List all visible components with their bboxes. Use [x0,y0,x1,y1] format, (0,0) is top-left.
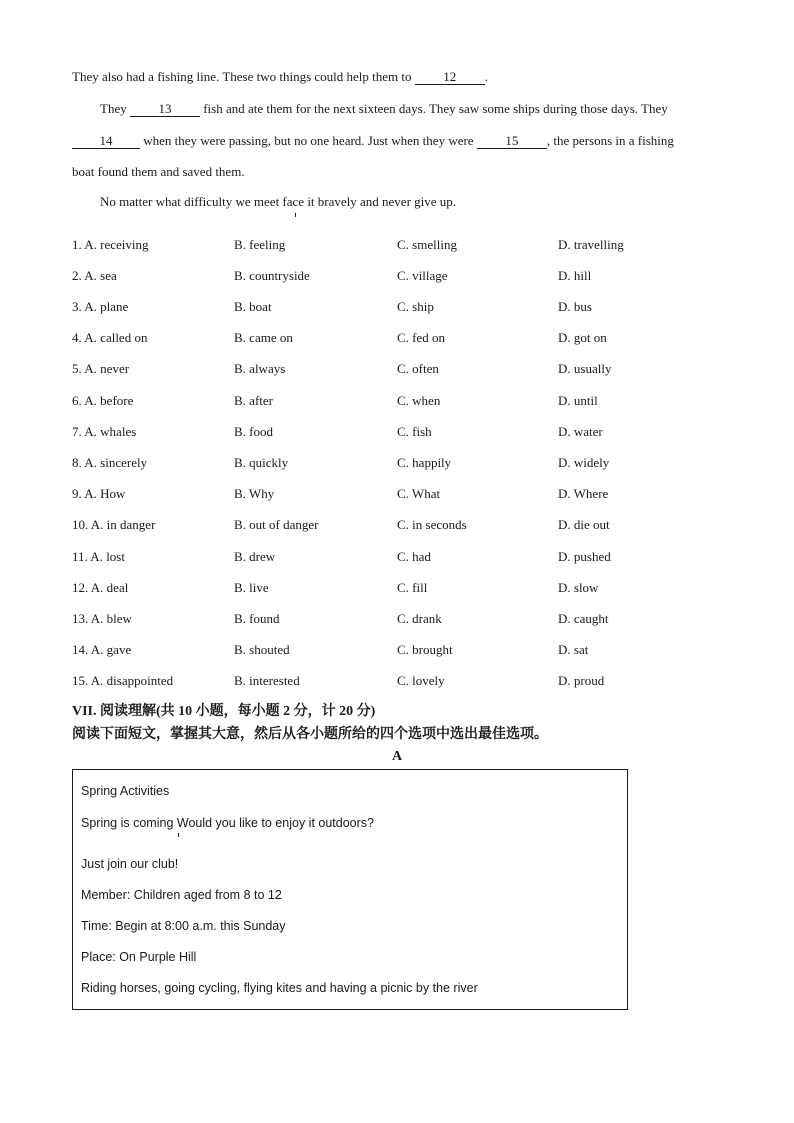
option-a: 13. A. blew [72,611,132,626]
notice-box [72,769,628,1010]
option-row [72,237,732,255]
punctuation-mark [295,213,296,217]
option-b: B. quickly [234,455,289,470]
option-row [72,424,732,442]
option-a: 11. A. lost [72,549,125,564]
option-row [72,611,732,629]
option-a: 1. A. receiving [72,237,149,252]
option-row [72,642,732,660]
notice-member: Member: Children aged from 8 to 12 [81,888,282,902]
option-d: D. hill [558,268,592,283]
option-c: C. fill [397,580,428,595]
option-c: C. lovely [397,673,445,688]
passage-line-3 [72,133,674,149]
passage-line-4: boat found them and saved them. [72,164,245,179]
option-b: B. feeling [234,237,286,252]
option-row [72,580,732,598]
option-a: 9. A. How [72,486,126,501]
notice-line: Spring is coming Would you like to enjoy it outdoors? [81,816,374,830]
option-c: C. had [397,549,431,564]
option-a: 15. A. disappointed [72,673,174,688]
option-b: B. shouted [234,642,290,657]
passage-text: when they were passing, but no one heard. Just when they were [140,133,477,148]
option-c: C. when [397,393,441,408]
option-c: C. fed on [397,330,446,345]
option-c: C. brought [397,642,453,657]
option-c: C. often [397,361,439,376]
option-b: B. after [234,393,273,408]
option-d: D. usually [558,361,612,376]
option-a: 12. A. deal [72,580,129,595]
option-row [72,455,732,473]
option-row [72,517,732,535]
option-a: 8. A. sincerely [72,455,148,470]
part-label: A [391,749,403,764]
passage-text: fish and ate them for the next sixteen days. They saw some ships during those days. They [199,101,668,116]
option-c: C. in seconds [397,517,467,532]
blank-14: 14 [72,134,140,149]
option-b: B. drew [234,549,276,564]
option-d: D. got on [558,330,607,345]
option-d: D. bus [558,299,592,314]
notice-title: Spring Activities [81,784,170,798]
option-b: B. live [234,580,269,595]
option-a: 4. A. called on [72,330,148,345]
passage-line-1 [72,69,488,85]
passage-text: , the persons in a fishing [546,133,674,148]
option-c: C. ship [397,299,434,314]
option-d: D. slow [558,580,599,595]
option-a: 5. A. never [72,361,130,376]
option-d: D. caught [558,611,609,626]
option-a: 7. A. whales [72,424,137,439]
option-a: 3. A. plane [72,299,129,314]
option-b: B. Why [234,486,275,501]
option-c: C. smelling [397,237,457,252]
punctuation-mark [178,833,179,837]
option-b: B. countryside [234,268,310,283]
notice-time: Time: Begin at 8:00 a.m. this Sunday [81,919,286,933]
option-b: B. out of danger [234,517,319,532]
option-c: C. What [397,486,441,501]
option-d: D. Where [558,486,609,501]
option-a: 6. A. before [72,393,134,408]
option-row [72,673,732,691]
option-d: D. die out [558,517,610,532]
passage-line-2 [100,101,668,117]
option-d: D. widely [558,455,610,470]
option-d: D. proud [558,673,605,688]
option-d: D. water [558,424,603,439]
option-c: C. fish [397,424,432,439]
option-d: D. travelling [558,237,624,252]
option-b: B. interested [234,673,300,688]
option-b: B. always [234,361,286,376]
option-row [72,486,732,504]
passage-text: They [100,101,130,116]
section-title: VII. 阅读理解(共 10 小题，每小题 2 分，计 20 分) [72,704,376,719]
blank-12: 12 [415,70,485,85]
option-row [72,268,732,286]
option-row [72,549,732,567]
option-c: C. village [397,268,448,283]
option-b: B. food [234,424,273,439]
option-row [72,299,732,317]
option-d: D. until [558,393,598,408]
option-row [72,393,732,411]
option-c: C. drank [397,611,442,626]
notice-line: Just join our club! [81,857,179,871]
section-instruction: 阅读下面短文，掌握其大意，然后从各小题所给的四个选项中选出最佳选项。 [72,727,548,742]
option-b: B. found [234,611,280,626]
option-c: C. happily [397,455,452,470]
passage-line-5: No matter what difficulty we meet face it bravely and never give up. [100,194,457,209]
option-row [72,330,732,348]
option-a: 14. A. gave [72,642,132,657]
option-b: B. boat [234,299,272,314]
option-a: 2. A. sea [72,268,117,283]
option-d: D. sat [558,642,589,657]
blank-13: 13 [130,102,200,117]
notice-place: Place: On Purple Hill [81,950,197,964]
passage-text: . [484,69,489,84]
option-a: 10. A. in danger [72,517,156,532]
notice-activities: Riding horses, going cycling, flying kites and having a picnic by the river [81,981,478,995]
option-row [72,361,732,379]
blank-15: 15 [477,134,547,149]
passage-text: They also had a fishing line. These two things could help them to [72,69,415,84]
option-d: D. pushed [558,549,611,564]
option-b: B. came on [234,330,293,345]
